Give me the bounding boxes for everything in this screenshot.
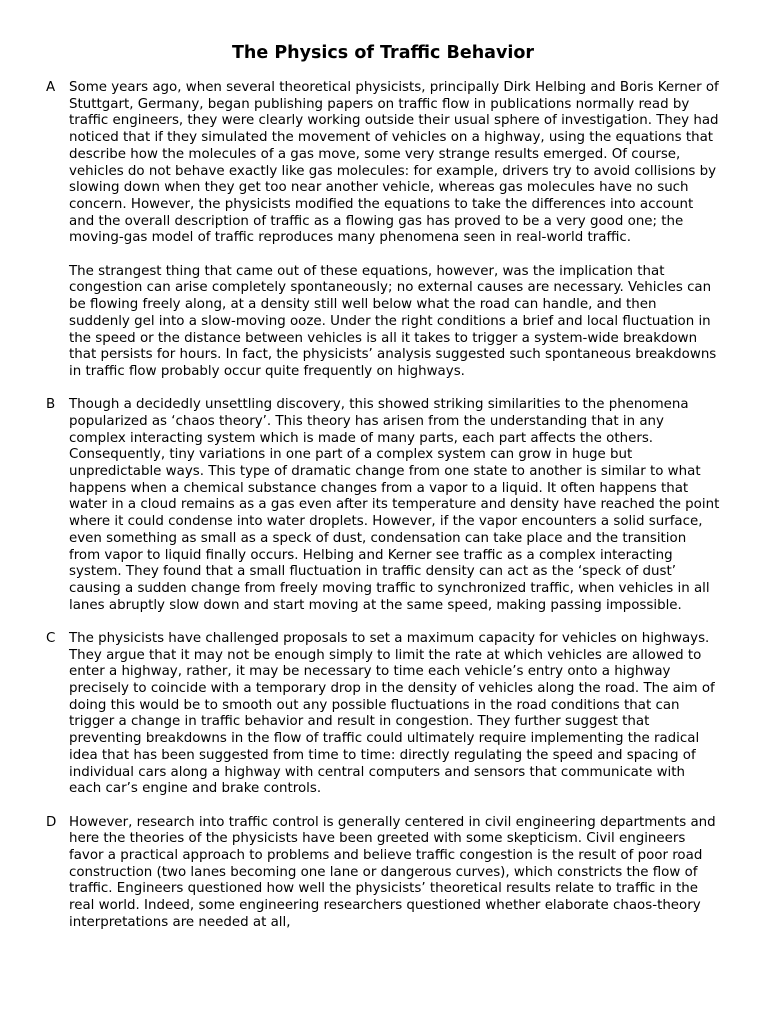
section-letter: A: [46, 80, 56, 95]
section-body: [69, 815, 720, 932]
section-body: [69, 80, 720, 381]
section-d: [46, 815, 720, 932]
section-body: [69, 631, 720, 798]
section-a: [46, 80, 720, 381]
section-c: [46, 631, 720, 798]
paragraph: The physicists have challenged proposals to set a maximum capacity for vehicles on highways. They argue that it may not be enough simply to limit the rate at which vehicles are allowed to enter a highway, rather, it may be necessary to time each vehicle’s entry onto a highway precisely to coincide with a temporary drop in the density of vehicles along the road. The aim of doing this would be to smooth out any possible fluctuations in the road conditions that can trigger a change in traffic behavior and result in congestion. They further suggest that preventing breakdowns in the flow of traffic could ultimately require implementing the radical idea that has been suggested from time to time: directly regulating the speed and spacing of individual cars along a highway with central computers and sensors that communicate with each car’s engine and brake controls.: [69, 630, 715, 797]
section-letter: B: [46, 397, 56, 413]
section-b: [46, 397, 720, 614]
paragraph: Some years ago, when several theoretical physicists, principally Dirk Helbing and Boris Kerner of Stuttgart, Germany, began publishing papers on traffic flow in publications normally read by traffic engineers, they were clearly working outside their usual sphere of investigation. They had noticed that if they simulated the movement of vehicles on a highway, using the equations that describe how the molecules of a gas move, some very strange results emerged. Of course, vehicles do not behave exactly like gas molecules: for example, drivers try to avoid collisions by slowing down when they get too near another vehicle, whereas gas molecules have no such concern. However, the physicists modified the equations to take the differences into account and the overall description of traffic as a flowing gas has proved to be a very good one; the moving-gas model of traffic reproduces many phenomena seen in real-world traffic.: [69, 80, 719, 246]
paragraph: Though a decidedly unsettling discovery, this showed striking similarities to the phenomena popularized as ‘chaos theory’. This theory has arisen from the understanding that in any complex interacting system which is made of many parts, each part affects the others. Consequently, tiny variations in one part of a complex system can grow in huge but unpredictable ways. This type of dramatic change from one state to another is similar to what happens when a chemical substance changes from a vapor to a liquid. It often happens that water in a cloud remains as a gas even after its temperature and density have reached the point where it could condense into water droplets. However, if the vapor encounters a solid surface, even something as small as a speck of dust, condensation can take place and the transition from vapor to liquid finally occurs. Helbing and Kerner see traffic as a complex interacting system. They found that a small fluctuation in traffic density can act as the ‘speck of dust’ causing a sudden change from freely moving traffic to synchronized traffic, when vehicles in all lanes abruptly slow down and start moving at the same speed, making passing impossible.: [69, 397, 720, 613]
paragraph: However, research into traffic control is generally centered in civil engineering departments and here the theories of the physicists have been greeted with some skepticism. Civil engineers favor a practical approach to problems and believe traffic congestion is the result of poor road construction (two lanes becoming one lane or dangerous curves), which constricts the flow of traffic. Engineers questioned how well the physicists’ theoretical results relate to traffic in the real world. Indeed, some engineering researchers questioned whether elaborate chaos-theory interpretations are needed at all,: [69, 814, 716, 930]
section-letter: C: [46, 630, 56, 646]
section-body: [69, 397, 720, 614]
document-title: The Physics of Traffic Behavior: [231, 43, 535, 63]
paragraph: The strangest thing that came out of these equations, however, was the implication that congestion can arise completely spontaneously; no external causes are necessary. Vehicles can be flowing freely along, at a density still well below what the road can handle, and then suddenly gel into a slow-moving ooze. Under the right conditions a brief and local fluctuation in the speed or the distance between vehicles is all it takes to trigger a system-wide breakdown that persists for hours. In fact, the physicists’ analysis suggested such spontaneous breakdowns in traffic flow probably occur quite frequently on highways.: [69, 263, 717, 379]
section-letter: D: [46, 814, 57, 830]
